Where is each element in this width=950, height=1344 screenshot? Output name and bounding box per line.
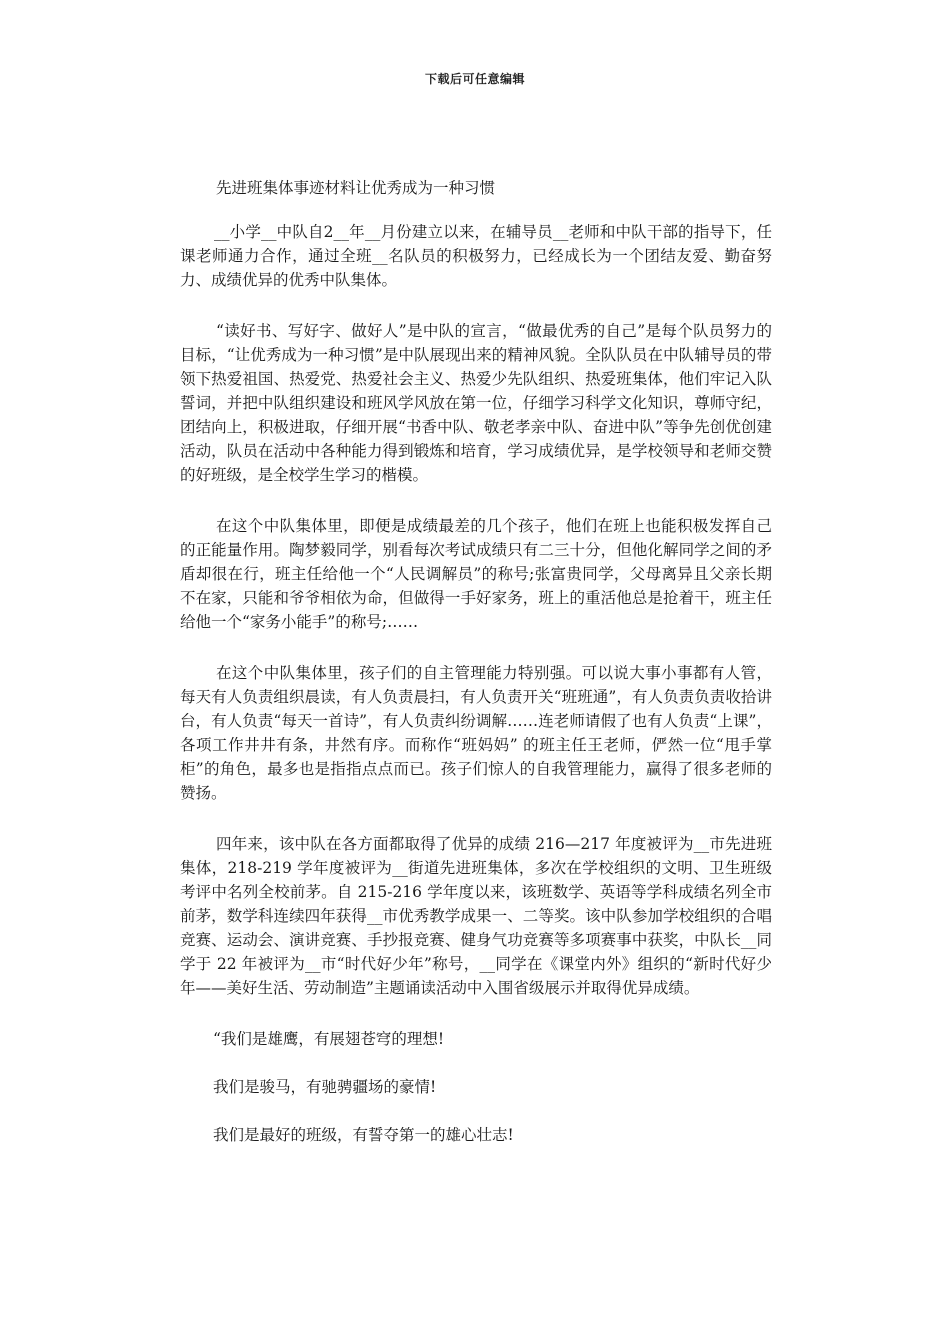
quote-line-horse: 我们是骏马，有驰骋疆场的豪情!: [213, 1078, 437, 1096]
quote-line-best-class: 我们是最好的班级，有誓夺第一的雄心壮志!: [213, 1126, 514, 1144]
paragraph-self-management: 在这个中队集体里，孩子们的自主管理能力特别强。可以说大事小事都有人管，每天有人负责组织晨读，有人负责晨扫，有人负责开关“班班通”，有人负责负责收拾讲台，有人负责“每天一首诗”，有人负责纠纷调解……连老师请假了也有人负责“上课”，各项工作井井有条，井然有序。而称作“班妈妈” 的班主任王老师，俨然一位“甩手掌柜”的角色，最多也是指指点点而已。孩子们惊人的自我管理能力，赢得了很多老师的赞扬。: [180, 664, 772, 802]
paragraph-motto: “读好书、写好字、做好人”是中队的宣言，“做最优秀的自己”是每个队员努力的目标，“让优秀成为一种习惯”是中队展现出来的精神风貌。全队队员在中队辅导员的带领下热爱祖国、热爱党、热爱社会主义、热爱少先队组织、热爱班集体，他们牢记入队誓词，并把中队组织建设和班风学风放在第一位，仔细学习科学文化知识，尊师守纪，团结向上，积极进取，仔细开展“书香中队、敬老孝亲中队、奋进中队”等争先创优创建活动，队员在活动中各种能力得到锻炼和培育，学习成绩优异，是学校领导和老师交赞的好班级，是全校学生学习的楷模。: [180, 322, 772, 484]
paragraph-intro: __小学__中队自2__年__月份建立以来，在辅导员__老师和中队干部的指导下，任课老师通力合作，通过全班__名队员的积极努力，已经成长为一个团结友爱、勤奋努力、成绩优异的优秀中队集体。: [180, 223, 772, 289]
paragraph-achievements: 四年来，该中队在各方面都取得了优异的成绩 216—217 年度被评为__市先进班集体，218-219 学年度被评为__街道先进班集体，多次在学校组织的文明、卫生班级考评中名列全校前茅。自 215-216 学年度以来，该班数学、英语等学科成绩名列全市前茅，数学科连续四年获得__市优秀教学成果一、二等奖。该中队参加学校组织的合唱竞赛、运动会、演讲竞赛、手抄报竞赛、健身气功竞赛等多项赛事中获奖，中队长__同学于 22 年被评为__市“时代好少年”称号，__同学在《课堂内外》组织的“新时代好少年——美好生活、劳动制造”主题诵读活动中入围省级展示并取得优异成绩。: [180, 835, 772, 997]
paragraph-positive-energy: 在这个中队集体里，即便是成绩最差的几个孩子，他们在班上也能积极发挥自己的正能量作用。陶梦毅同学，别看每次考试成绩只有二三十分，但他化解同学之间的矛盾却很在行，班主任给他一个“人民调解员”的称号;张富贵同学，父母离异且父亲长期不在家，只能和爷爷相依为命，但做得一手好家务，班上的重活他总是抢着干，班主任给他一个“家务小能手”的称号;……: [180, 517, 772, 631]
quote-line-eagle: “我们是雄鹰，有展翅苍穹的理想!: [213, 1030, 445, 1048]
document-title: 先进班集体事迹材料让优秀成为一种习惯: [216, 179, 496, 197]
document-body: [180, 176, 772, 1171]
header-note: 下载后可任意编辑: [424, 72, 525, 86]
